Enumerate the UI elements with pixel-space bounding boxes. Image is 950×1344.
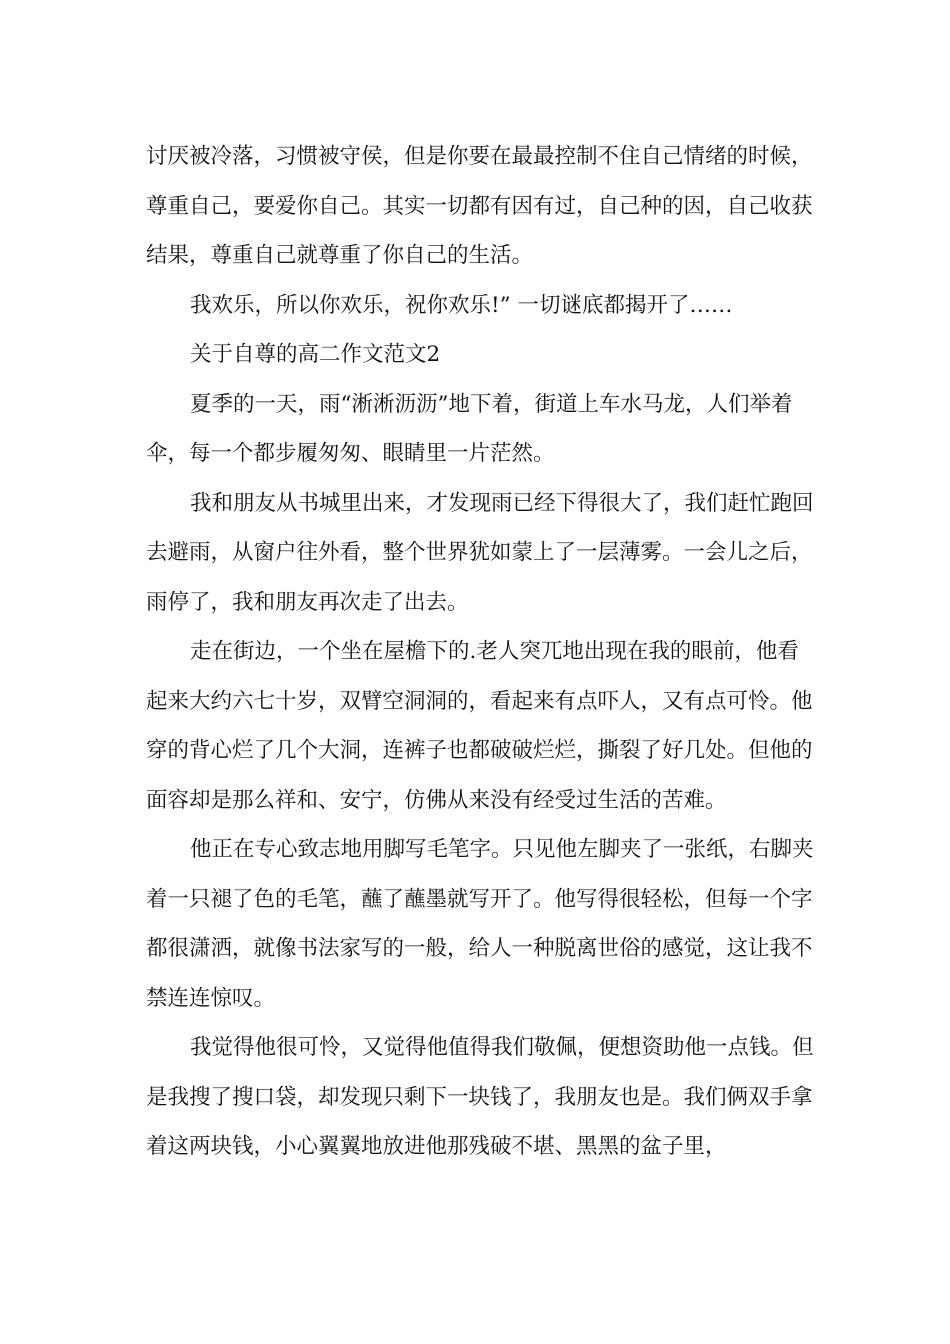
paragraph-6: 他正在专心致志地用脚写毛笔字。只见他左脚夹了一张纸，右脚夹着一只褪了色的毛笔，蘸了蘸墨就写开了。他写得很轻松，但每一个字都很潇洒，就像书法家写的一般，给人一种脱离世俗的感觉，这让我不禁连连惊叹。 xyxy=(146,837,814,1011)
section-title: 关于自尊的高二作文范文2 xyxy=(190,342,441,367)
paragraph-4: 我和朋友从书城里出来，才发现雨已经下得很大了，我们赶忙跑回去避雨，从窗户往外看，整个世界犹如蒙上了一层薄雾。一会儿之后，雨停了，我和朋友再次走了出去。 xyxy=(146,490,814,615)
paragraph-2: 我欢乐，所以你欢乐，祝你欢乐!” 一切谜底都揭开了…… xyxy=(190,292,733,318)
document-body xyxy=(146,132,816,1172)
paragraph-3: 夏季的一天，雨“淅淅沥沥”地下着，街道上车水马龙，人们举着伞，每一个都步履匆匆、眼睛里一片茫然。 xyxy=(146,391,793,466)
paragraph-5: 走在街边，一个坐在屋檐下的.老人突兀地出现在我的眼前，他看起来大约六七十岁，双臂空洞洞的，看起来有点吓人，又有点可怜。他穿的背心烂了几个大洞，连裤子也都破破烂烂，撕裂了好几处。但他的面容却是那么祥和、安宁，仿佛从来没有经受过生活的苦难。 xyxy=(146,639,813,813)
paragraph-1: 讨厌被冷落，习惯被守侯，但是你要在最最控制不住自己情绪的时候，尊重自己，要爱你自己。其实一切都有因有过，自己种的因，自己收获结果，尊重自己就尊重了你自己的生活。 xyxy=(146,144,813,268)
paragraph-7: 我觉得他很可怜，又觉得他值得我们敬佩，便想资助他一点钱。但是我搜了搜口袋，却发现只剩下一块钱了，我朋友也是。我们俩双手拿着这两块钱，小心翼翼地放进他那残破不堪、黑黑的盆子里， xyxy=(146,1035,814,1159)
